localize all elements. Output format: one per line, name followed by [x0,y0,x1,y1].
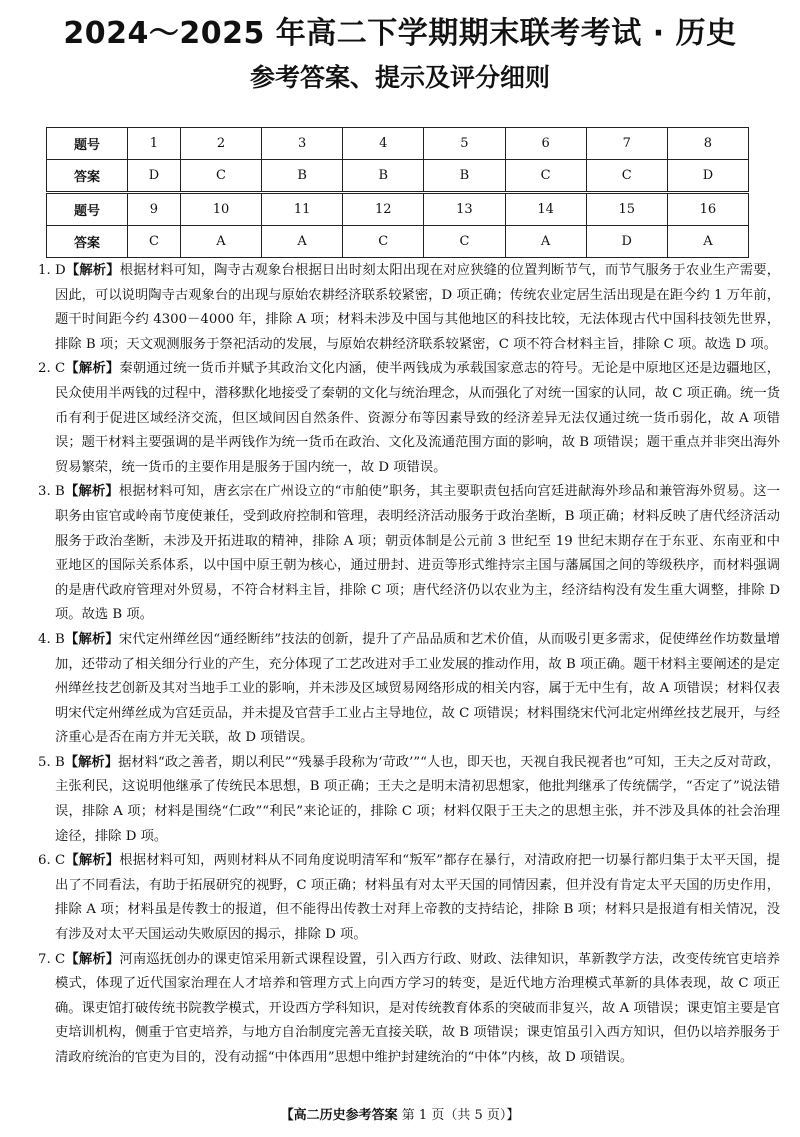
row-label-question: 题号 [47,128,128,160]
item-answer: B [55,754,65,770]
question-number: 5 [424,128,505,160]
answer-letter: B [262,160,343,193]
item-text: 根据材料可知，两则材料从不同角度说明清军和“叛军”都存在暴行，对清政府把一切暴行都归集于太平天国，提出了不同看法，有助于拓展研究的视野，C 项正确；材料虽有对太平天国的同情因素，但并没有肯定太平天国的历史作用，排除 A 项；材料虽是传教士的报道，但不能得出传教士对拜上帝教的支持结论，排除 B 项；材料只是报道有相关情况，没有涉及对太平天国运动失败原因的揭示，排除 D 项。 [55,853,780,943]
answer-letter: A [667,226,748,258]
question-number: 15 [586,193,667,226]
footer-page: 第 1 页（共 5 页）】 [401,1108,520,1123]
question-number: 13 [424,193,505,226]
item-text: 秦朝通过统一货币并赋予其政治文化内涵，使半两钱成为承载国家意志的符号。无论是中原地区还是边疆地区，民众使用半两钱的过程中，潜移默化地接受了秦朝的文化与统治理念，从而强化了对统一国家的认同，故 C 项正确。统一货币有利于促进区域经济交流，但区域间因自然条件、资源分布等因素导致的经济差异无法仅通过统一货币弱化，故 A 项错误；题干材料主要强调的是半两钱作为统一货币在政治、文化及流通范围方面的影响，故 B 项错误；题干重点并非突出海外贸易繁荣，统一货币的主要作用是服务于国内统一，故 D 项错误。 [55,361,781,475]
answer-letter: A [505,226,586,258]
answer-letter: C [180,160,261,193]
item-number: 7. [38,951,51,967]
item-number: 3. [38,484,51,500]
question-number: 6 [505,128,586,160]
answer-letter: C [586,160,667,193]
item-answer: C [55,361,66,377]
item-answer: B [55,484,65,500]
item-number: 5. [38,754,51,770]
analysis-tag: 【解析】 [64,754,119,770]
explanation-item [38,849,780,947]
question-number: 7 [586,128,667,160]
question-number: 8 [667,128,748,160]
explanation-item [38,259,780,357]
answer-letter: B [424,160,505,193]
answer-letter: C [505,160,586,193]
explanation-item [38,751,780,849]
question-number: 11 [262,193,343,226]
table-row [47,128,749,160]
explanation-item [38,948,780,1071]
question-number: 14 [505,193,586,226]
item-text: 根据材料可知，唐玄宗在广州设立的“市舶使”职务，其主要职责包括向宫廷进献海外珍品和兼管海外贸易。这一职务由宦官或岭南节度使兼任，受到政府控制和管理，表明经济活动服务于政治垄断，B 项正确；材料反映了唐代经济活动服务于政治垄断，未涉及开拓进取的精神，排除 A 项；朝贡体制是公元前 3 世纪至 19 世纪末期存在于东亚、东南亚和中亚地区的国际关系体系，以中国中原王朝为核心，通过册封、进贡等形式维持宗主国与藩属国之间的等级秩序，而材料强调的是唐代政府管理对外贸易，不符合材料主旨，排除 C 项；唐代经济仍以农业为主，经济结构没有发生重大调整，排除 D 项。故选 B 项。 [55,484,780,623]
answer-letter: D [667,160,748,193]
question-number: 2 [180,128,261,160]
explanation-list [38,259,780,1071]
question-number: 1 [128,128,181,160]
footer-label: 【高二历史参考答案 [280,1108,398,1123]
answer-letter: D [128,160,181,193]
row-label-answer: 答案 [47,226,128,258]
item-answer: D [55,263,66,278]
item-text: 据材料“政之善者，期以利民”“残暴手段称为‘苛政’”“人也，即天也，天视自我民视者也”可知，王夫之反对苛政，主张利民，这说明他继承了传统民本思想，B 项正确；王夫之是明末清初思想家，他批判继承了传统儒学，“否定了”说法错误，排除 A 项；材料是围绕“仁政”“利民”来论证的，排除 C 项；材料仅限于王夫之的思想主张，并不涉及具体的社会治理途径，排除 D 项。 [55,754,780,844]
item-text: 宋代定州缂丝因“通经断纬”技法的创新，提升了产品品质和艺术价值，从而吸引更多需求，促使缂丝作坊数量增加，还带动了相关细分行业的产生，充分体现了工艺改进对手工业发展的推动作用，故 B 项正确。题干材料主要阐述的是定州缂丝技艺创新及其对当地手工业的影响，并未涉及区域贸易网络形成的相关内容，属于无中生有，故 A 项错误；材料仅表明宋代定州缂丝成为宫廷贡品，并未提及官营手工业占主导地位，故 C 项错误；材料围绕宋代河北定州缂丝技艺展开，与经济重心是否在南方并无关联，故 D 项错误。 [55,631,780,746]
item-number: 6. [38,853,51,869]
page-title: 2024～2025 年高二下学期期末联考考试 · 历史 [63,16,737,51]
page-subtitle: 参考答案、提示及评分细则 [249,63,550,92]
row-label-question: 题号 [47,193,128,226]
question-number: 12 [343,193,424,226]
item-answer: C [55,853,66,869]
item-text: 根据材料可知，陶寺古观象台根据日出时刻太阳出现在对应狭缝的位置判断节气，而节气服务于农业生产需要，因此，可以说明陶寺古观象台的出现与原始农耕经济联系较紧密，D 项正确；传统农业定居生活出现是在距今约 1 万年前，题干时间距今约 4300－4000 年，排除 A 项；材料未涉及中国与其他地区的科技比较，无法体现古代中国科技领先世界，排除 B 项；天文观测服务于祭祀活动的发展，与原始农耕经济联系较紧密，C 项不符合材料主旨，排除 C 项。故选 D 项。 [55,263,780,352]
answer-letter: B [343,160,424,193]
question-number: 3 [262,128,343,160]
answer-letter: C [424,226,505,258]
question-number: 4 [343,128,424,160]
answer-letter: A [180,226,261,258]
answer-table [46,127,749,258]
analysis-tag: 【解析】 [64,484,119,500]
item-number: 4. [38,631,51,647]
analysis-tag: 【解析】 [65,951,120,967]
table-row [47,226,749,258]
item-number: 2. [38,361,51,377]
analysis-tag: 【解析】 [65,263,120,278]
item-answer: B [55,631,65,647]
table-row [47,193,749,226]
explanation-item [38,480,780,628]
answer-letter: C [128,226,181,258]
item-answer: C [55,951,66,967]
question-number: 10 [180,193,261,226]
item-number: 1. [38,263,51,278]
answer-letter: C [343,226,424,258]
item-text: 河南巡抚创办的课吏馆采用新式课程设置，引入西方行政、财政、法律知识，革新教学方法，改变传统官吏培养模式，体现了近代国家治理在人才培养和管理方式上向西方学习的转变，是近代地方治理模式革新的具体表现，故 C 项正确。课吏馆打破传统书院教学模式，开设西方学科知识，是对传统教育体系的突破而非复兴，故 A 项错误；课吏馆主要是官吏培训机构，侧重于官吏培养，与地方自治制度完善无直接关联，故 B 项错误；课吏馆虽引入西方知识，但仍以培养服务于清政府统治的官吏为目的，没有动摇“中体西用”思想中维护封建统治的“中体”内核，故 D 项错误。 [55,951,781,1065]
answer-letter: D [586,226,667,258]
row-label-answer: 答案 [47,160,128,193]
analysis-tag: 【解析】 [65,361,120,377]
explanation-item [38,357,780,480]
table-row [47,160,749,193]
question-number: 16 [667,193,748,226]
page-footer [0,1104,800,1123]
analysis-tag: 【解析】 [64,631,119,647]
analysis-tag: 【解析】 [65,853,120,869]
answer-letter: A [262,226,343,258]
explanation-item [38,628,780,751]
question-number: 9 [128,193,181,226]
